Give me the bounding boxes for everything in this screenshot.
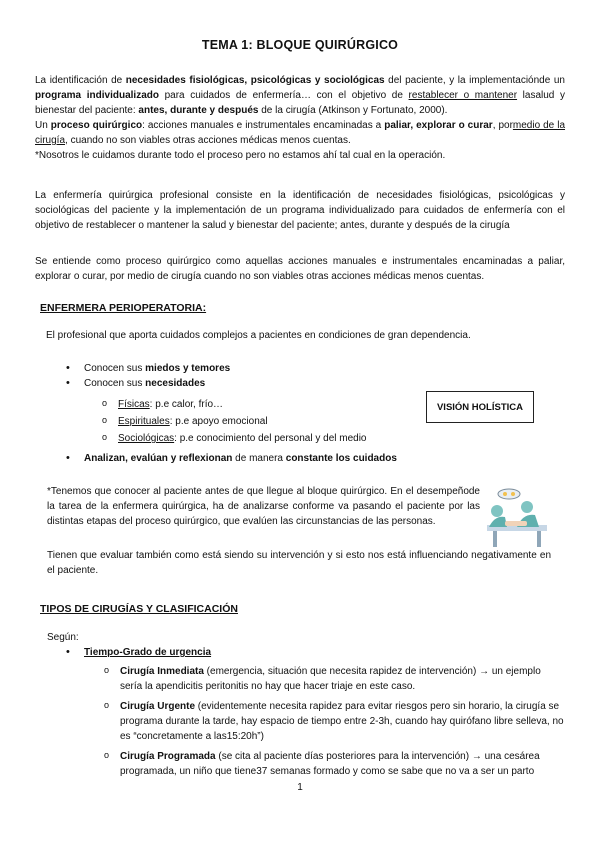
list-item: • Analizan, evalúan y reflexionan de manera constante los cuidados bbox=[84, 451, 484, 466]
intro-paragraph: La identificación de necesidades fisiológicas, psicológicas y sociológicas del paciente, y la implementaciónde un programa individualizado para cuidados de enfermería… con el objetivo de restablecer o mantener lasalud y bienestar del paciente: antes, durante y después de la cirugía (Atkinson y Fortunato, 2000). Un proceso quirúrgico: acciones manuales e instrumentales encaminadas a paliar, explorar o curar, pormedio de la cirugía, cuando no son viables otras acciones médicas menos cuentas. *Nosotros le cuidamos durante todo el proceso pero no estamos ahí tal cual en la operación. bbox=[35, 75, 566, 161]
section1-note-2: Tienen que evaluar también como está siendo su intervención y si esto nos está influenciando negativamente en el paciente. bbox=[47, 550, 551, 576]
perioperative-paragraph: La enfermería quirúrgica profesional consiste en la identificación de necesidades fisiológicas, psicológicas y sociológicas del paciente y la implementación de un programa individualizado para cuidados de enfermería con el objetivo de restablecer o mantener la salud y bienestar del paciente; antes, durante y después de la cirugía bbox=[35, 190, 565, 231]
section-heading-enfermera: ENFERMERA PERIOPERATORIA: bbox=[40, 302, 207, 314]
list-item: • Conocen sus miedos y temores bbox=[84, 361, 414, 376]
surgical-process-paragraph: Se entiende como proceso quirúrgico como aquellas acciones manuales e instrumentales encaminadas a paliar, explorar o curar, por medio de cirugía cuando no son viables otras acciones médicas menos cuentas. bbox=[35, 256, 565, 282]
holistic-vision-box: VISIÓN HOLÍSTICA bbox=[426, 391, 534, 423]
section1-note: *Tenemos que conocer al paciente antes de que llegue al bloque quirúrgico. En el desempeñode la tarea de la enfermera quirúrgica, ha de analizarse conforme va pasando el paciente por las distintas etapas del proceso quirúrgico, que evalúen las circunstancias de las personas. bbox=[47, 486, 480, 527]
list-item: o Sociológicas: p.e conocimiento del personal y del medio bbox=[118, 431, 418, 446]
classification-list bbox=[84, 645, 504, 660]
nurse-abilities-list bbox=[84, 361, 414, 391]
list-item: o Cirugía Programada (se cita al paciente días posteriores para la intervención) → una cesárea programada, un niño que tiene37 semanas formado y como se sabe que no va a ser un parto bbox=[120, 749, 565, 779]
page-number: 1 bbox=[297, 782, 303, 793]
page-title: TEMA 1: BLOQUE QUIRÚRGICO bbox=[201, 38, 399, 52]
needs-sublist bbox=[118, 397, 418, 446]
urgency-sublist bbox=[120, 664, 565, 779]
list-item: o Cirugía Urgente (evidentemente necesita rapidez para evitar riesgos pero sin horario, la cirugía se programa durante la tarde, hay espacio de tiempo entre 2-3h, cuando hay quirófano libre selleva, no es “concretamente a las15:20h”) bbox=[120, 699, 565, 744]
list-item: o Espirituales: p.e apoyo emocional bbox=[118, 414, 418, 429]
list-item: • Conocen sus necesidades bbox=[84, 376, 414, 391]
list-item: o Cirugía Inmediata (emergencia, situación que necesita rapidez de intervención) → un ejemplo sería la apendicitis peritonitis no hay que hacer triaje en este caso. bbox=[120, 664, 565, 694]
surgery-illustration-icon bbox=[483, 487, 549, 549]
nurse-description: El profesional que aporta cuidados complejos a pacientes en condiciones de gran dependencia. bbox=[46, 330, 471, 341]
list-item: • Tiempo-Grado de urgencia bbox=[84, 645, 504, 660]
list-item: o Físicas: p.e calor, frío… bbox=[118, 397, 418, 412]
segun-label: Según: bbox=[47, 632, 79, 643]
intro-note: *Nosotros le cuidamos durante todo el proceso pero no estamos ahí tal cual en la operación. bbox=[35, 150, 446, 161]
nurse-abilities-list-2 bbox=[84, 451, 484, 466]
section-heading-tipos: TIPOS DE CIRUGÍAS Y CLASIFICACIÓN bbox=[40, 603, 238, 615]
